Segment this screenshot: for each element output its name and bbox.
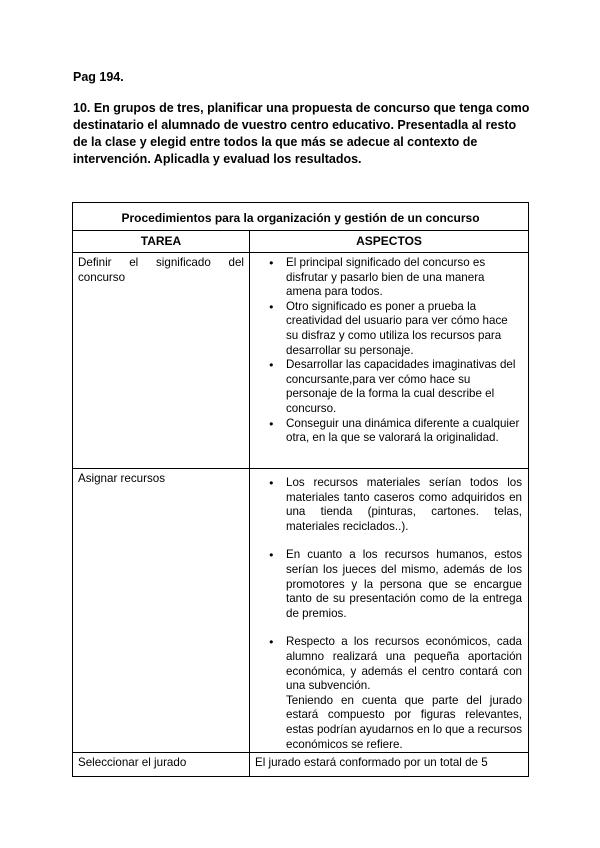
- aspect-item: ● Conseguir una dinámica diferente a cualquier otra, en la que se valorará la originalidad.: [286, 417, 522, 446]
- column-header-aspects: ASPECTOS: [250, 231, 529, 253]
- column-header-task: TAREA: [73, 231, 250, 253]
- aspect-note: Teniendo en cuenta que parte del jurado estará compuesto por figuras relevantes, estas podrían ayudarnos en lo que a recursos económicos se refiere.: [286, 693, 523, 751]
- aspect-item: [286, 635, 522, 752]
- exercise-statement: 10. En grupos de tres, planificar una propuesta de concurso que tenga como destinatario el alumnado de vuestro centro educativo. Presentadla al resto de la clase y elegid entre todos la que más se adecue al contexto de intervención. Aplicadla y evaluad los resultados.: [73, 101, 530, 166]
- aspects-list: [250, 253, 528, 446]
- aspect-item: ● El principal significado del concurso es disfrutar y pasarlo bien de una manera amena para todos.: [286, 256, 522, 300]
- aspects-list: [250, 469, 528, 752]
- aspects-cell: [250, 253, 529, 469]
- aspects-cell: El jurado estará conformado por un total de 5: [250, 753, 529, 777]
- table-row: [73, 753, 529, 777]
- table-row: [73, 469, 529, 753]
- task-cell: Seleccionar el jurado: [73, 753, 250, 777]
- aspect-item: ● Los recursos materiales serían todos los materiales tanto caseros como adquiridos en una tienda (pinturas, cartones. telas, materiales reciclados..).: [286, 476, 522, 534]
- aspect-item: ● En cuanto a los recursos humanos, estos serían los jueces del mismo, además de los promotores y la persona que se encargue tanto de su presentación como de la entrega de premios.: [286, 548, 522, 621]
- procedures-table: [72, 202, 529, 777]
- aspects-cell: [250, 469, 529, 753]
- aspect-item-text: Respecto a los recursos económicos, cada alumno realizará una pequeña aportación económica, y además el centro contará con una subvención.: [286, 635, 523, 693]
- table-row: [73, 253, 529, 469]
- task-cell: Asignar recursos: [73, 469, 250, 753]
- page-reference: Pag 194.: [73, 70, 124, 84]
- aspect-item: ● Otro significado es poner a prueba la creatividad del usuario para ver cómo hace su disfraz y como utiliza los recursos para desarrollar su personaje.: [286, 300, 522, 358]
- aspect-item: ● Desarrollar las capacidades imaginativas del concursante,para ver cómo hace su personaje de la forma la cual describe el concurso.: [286, 358, 522, 416]
- table-title: Procedimientos para la organización y gestión de un concurso: [73, 203, 529, 231]
- task-cell: Definir el significado del concurso: [73, 253, 250, 469]
